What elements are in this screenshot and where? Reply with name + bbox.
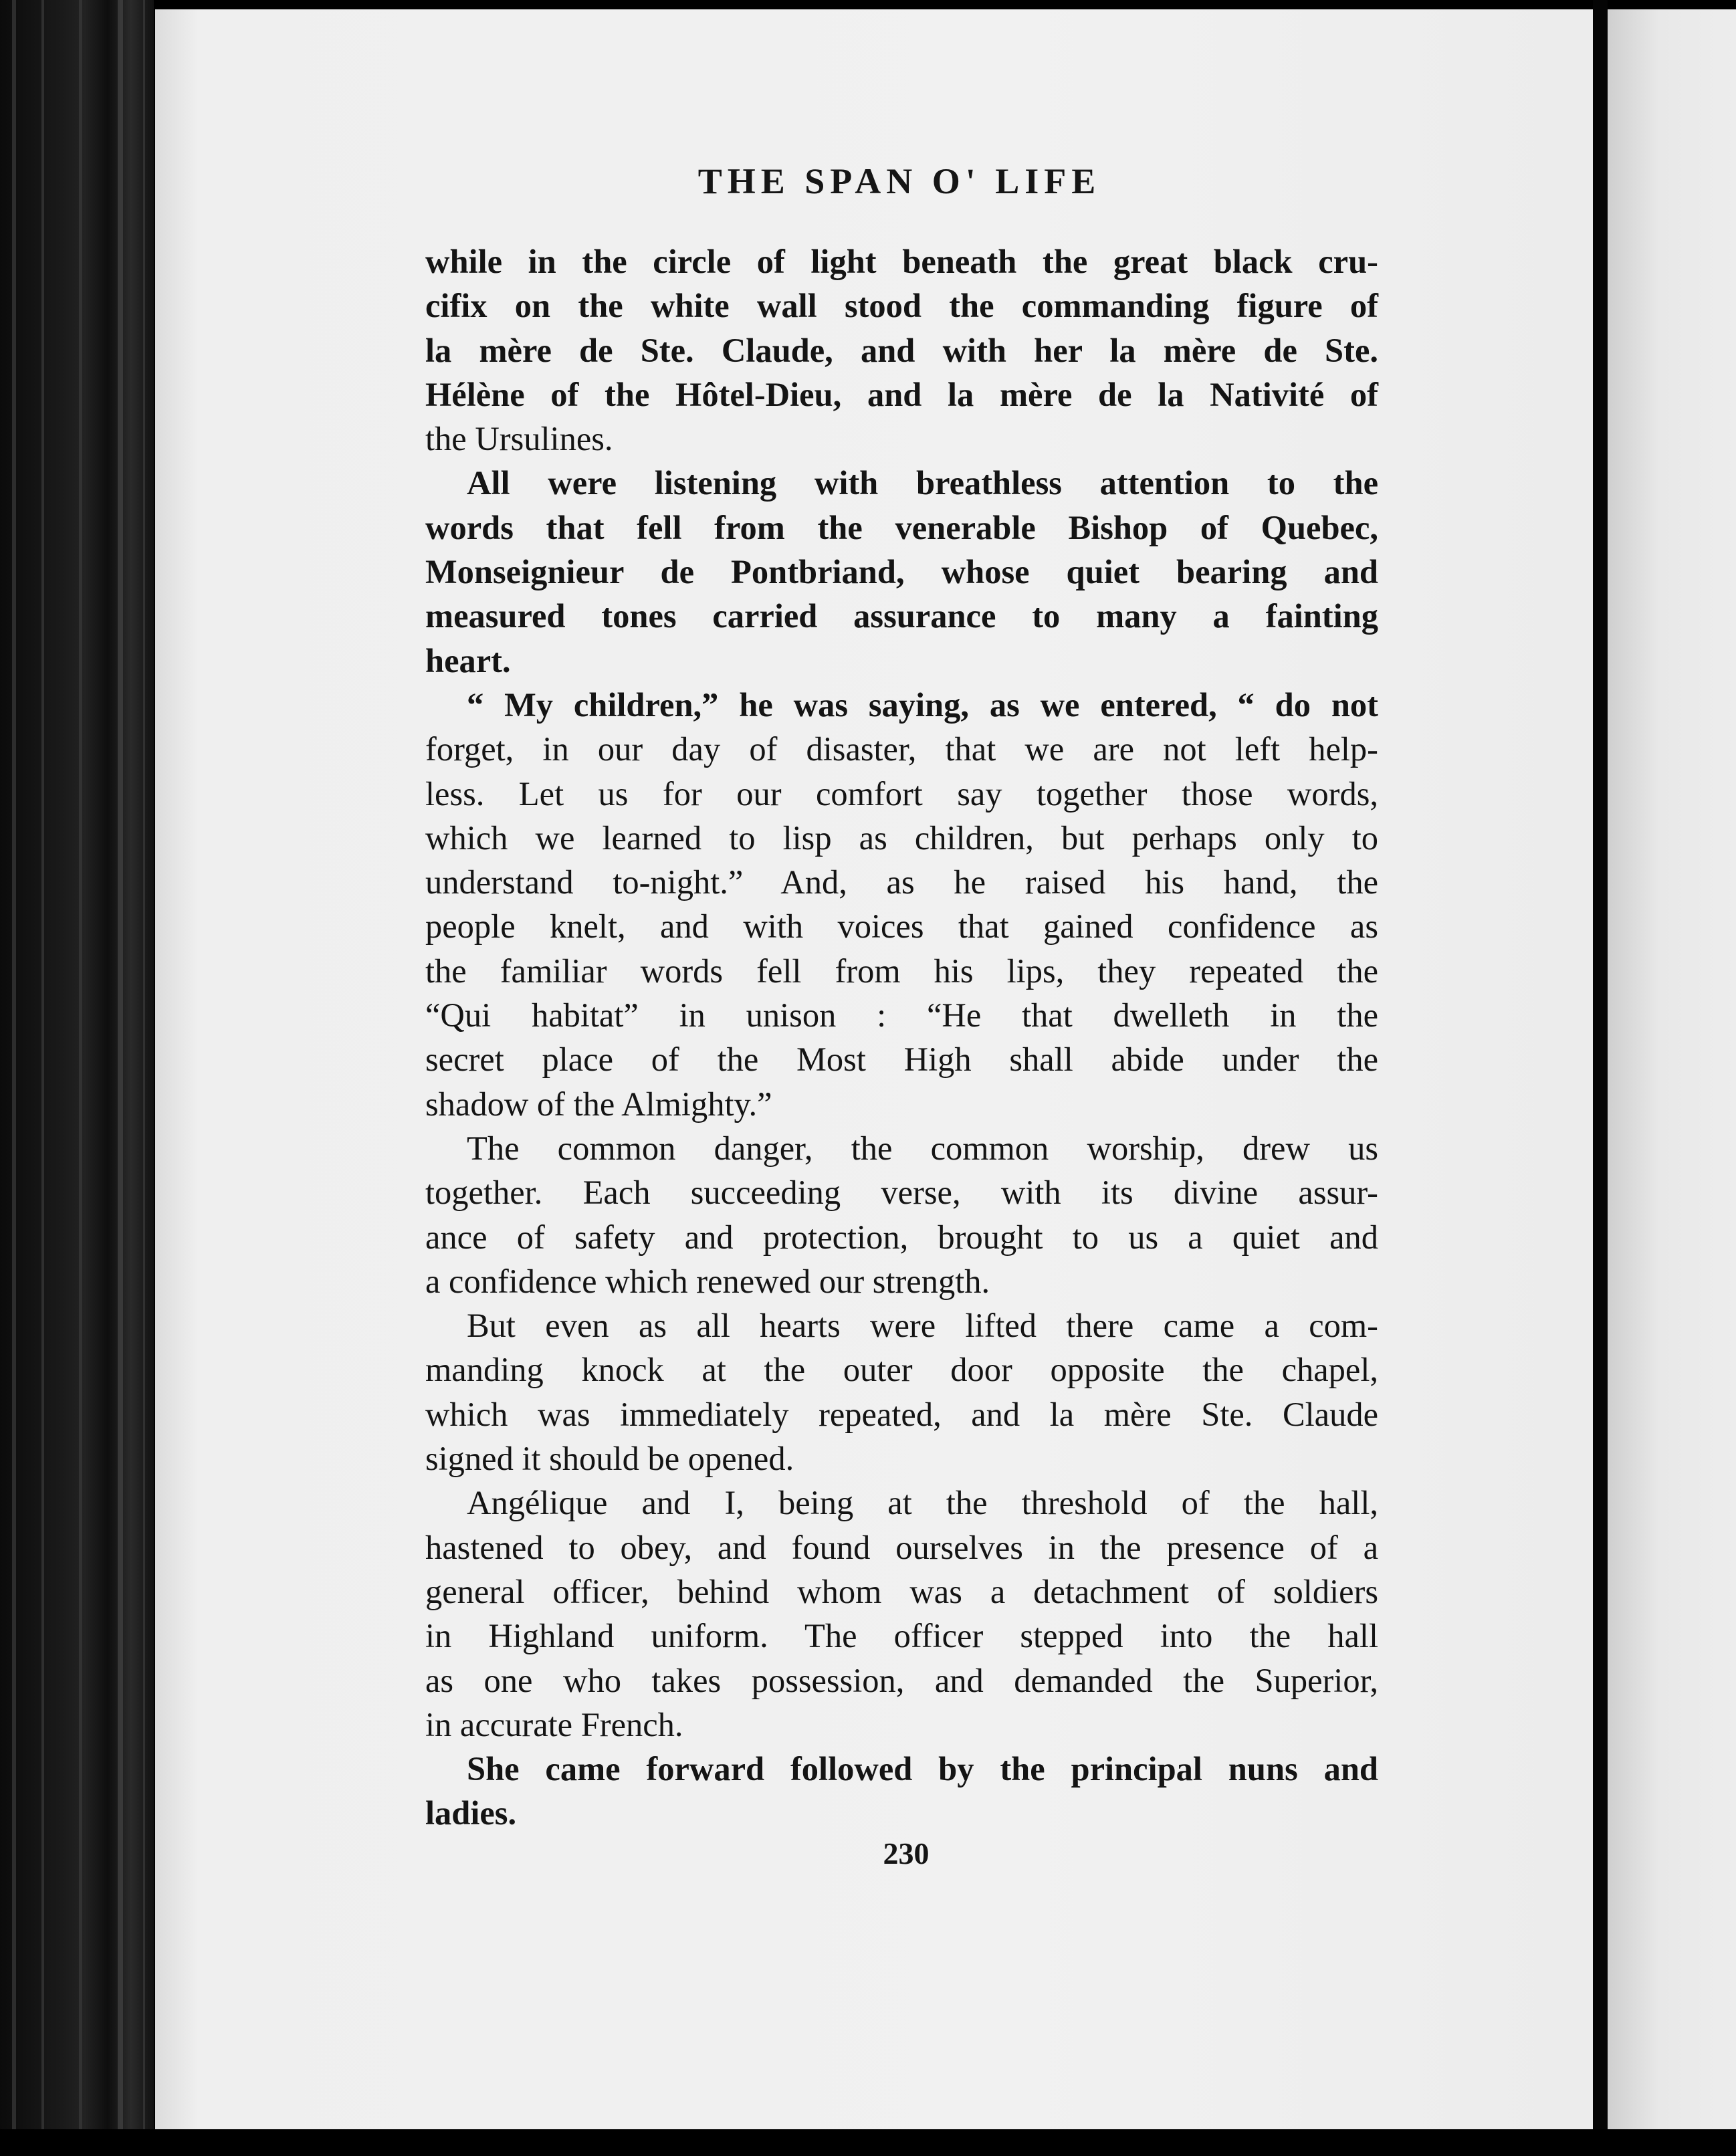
- text-line: general officer, behind whom was a detachment of soldiers: [425, 1572, 1378, 1610]
- text-line: Hélène of the Hôtel-Dieu, and la mère de la Nativité of: [425, 375, 1378, 413]
- facing-page-edge: [1608, 9, 1736, 2129]
- text-line: a confidence which renewed our strength.: [425, 1262, 990, 1300]
- text-line: in Highland uniform. The officer stepped into the hall: [425, 1617, 1378, 1655]
- text-line: ladies.: [425, 1794, 517, 1832]
- text-line: The common danger, the common worship, drew us: [467, 1129, 1378, 1167]
- text-line: as one who takes possession, and demanded the Superior,: [425, 1661, 1378, 1699]
- text-line: measured tones carried assurance to many a fainting: [425, 597, 1378, 635]
- text-line: together. Each succeeding verse, with its divine assur-: [425, 1174, 1378, 1212]
- text-line: people knelt, and with voices that gained confidence as: [425, 907, 1378, 946]
- text-line: shadow of the Almighty.”: [425, 1085, 772, 1123]
- book-edge-left: [0, 0, 154, 2156]
- text-line: which was immediately repeated, and la mère Ste. Claude: [425, 1395, 1378, 1433]
- edge-stripe: [41, 0, 44, 2156]
- text-line: understand to-night.” And, as he raised his hand, the: [425, 863, 1378, 901]
- text-line: Monseignieur de Pontbriand, whose quiet bearing and: [425, 553, 1378, 591]
- edge-stripe: [12, 0, 16, 2156]
- text-line: heart.: [425, 641, 511, 679]
- text-line: the familiar words fell from his lips, they repeated the: [425, 952, 1378, 990]
- text-line: signed it should be opened.: [425, 1440, 794, 1478]
- running-head: THE SPAN O' LIFE: [697, 161, 1101, 201]
- text-line: words that fell from the venerable Bishop of Quebec,: [425, 508, 1378, 546]
- text-line: “ My children,” he was saying, as we entered, “ do not: [467, 685, 1378, 724]
- text-line: la mère de Ste. Claude, and with her la mère de Ste.: [425, 331, 1378, 369]
- text-line: All were listening with breathless attention to the: [467, 464, 1378, 502]
- text-line: Angélique and I, being at the threshold of the hall,: [467, 1484, 1378, 1522]
- text-line: while in the circle of light beneath the great black cru-: [425, 243, 1378, 280]
- text-line: which we learned to lisp as children, but perhaps only to: [425, 819, 1378, 857]
- scan-border: [0, 2129, 1736, 2156]
- text-line: hastened to obey, and found ourselves in the presence of a: [425, 1528, 1378, 1566]
- text-line: the Ursulines.: [425, 420, 613, 458]
- edge-stripe: [118, 0, 123, 2156]
- text-line: manding knock at the outer door opposite the chapel,: [425, 1351, 1378, 1389]
- edge-stripe: [79, 0, 82, 2156]
- text-line: “Qui habitat” in unison : “He that dwelleth in the: [425, 996, 1378, 1035]
- book-spine: [1593, 0, 1608, 2156]
- text-line: cifix on the white wall stood the commanding figure of: [425, 287, 1378, 325]
- page-body: [425, 239, 1378, 1836]
- text-line: less. Let us for our comfort say together those words,: [425, 774, 1378, 813]
- page-number: 230: [883, 1836, 930, 1870]
- text-line: ance of safety and protection, brought to us a quiet and: [425, 1218, 1378, 1256]
- text-line: She came forward followed by the principal nuns and: [467, 1750, 1378, 1788]
- text-line: secret place of the Most High shall abide under the: [425, 1041, 1378, 1079]
- text-line: But even as all hearts were lifted there came a com-: [467, 1307, 1378, 1345]
- text-line: forget, in our day of disaster, that we are not left help-: [425, 730, 1378, 768]
- edge-stripe: [143, 0, 145, 2156]
- text-line: in accurate French.: [425, 1705, 683, 1743]
